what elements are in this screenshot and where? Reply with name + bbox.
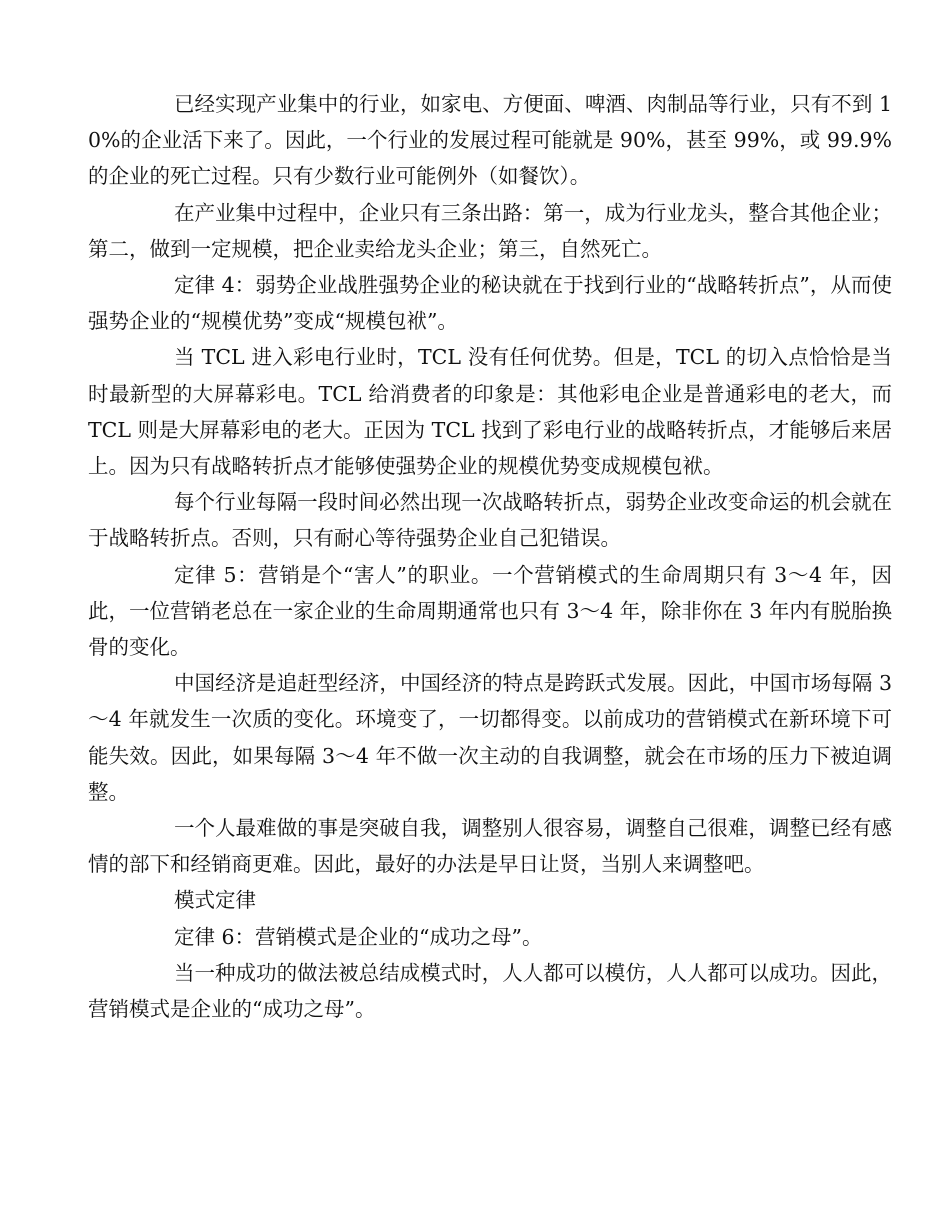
paragraph-china-economy: 中国经济是追赶型经济，中国经济的特点是跨跃式发展。因此，中国市场每隔 3～4 年就发生一次质的变化。环境变了，一切都得变。以前成功的营销模式在新环境下可能失效。因此，如果每隔 3～4 年不做一次主动的自我调整，就会在市场的压力下被迫调整。 [88,671,892,804]
paragraph-turning-point: 每个行业每隔一段时间必然出现一次战略转折点，弱势企业改变命运的机会就在于战略转折点。否则，只有耐心等待强势企业自己犯错误。 [88,490,892,551]
paragraph-law-5: 定律 5：营销是个“害人”的职业。一个营销模式的生命周期只有 3～4 年，因此，一位营销老总在一家企业的生命周期通常也只有 3～4 年，除非你在 3 年内有脱胎换骨的变化。 [88,562,892,660]
section-heading-model-law: 模式定律 [174,888,256,913]
paragraph-industry-concentration: 已经实现产业集中的行业，如家电、方便面、啤酒、肉制品等行业，只有不到 10%的企业活下来了。因此，一个行业的发展过程可能就是 90%，甚至 99%，或 99.9%的企业的死亡过程。只有少数行业可能例外（如餐饮）。 [88,92,892,189]
paragraph-model-mother: 当一种成功的做法被总结成模式时，人人都可以模仿，人人都可以成功。因此，营销模式是企业的“成功之母”。 [88,960,892,1022]
paragraph-law-6: 定律 6：营销模式是企业的“成功之母”。 [174,924,543,949]
paragraph-self-adjustment: 一个人最难做的事是突破自我，调整别人很容易，调整自己很难，调整已经有感情的部下和经销商更难。因此，最好的办法是早日让贤，当别人来调整吧。 [88,816,892,877]
paragraph-three-exits: 在产业集中过程中，企业只有三条出路：第一，成为行业龙头，整合其他企业；第二，做到一定规模，把企业卖给龙头企业；第三，自然死亡。 [88,200,892,261]
paragraph-law-4: 定律 4：弱势企业战胜强势企业的秘诀就在于找到行业的“战略转折点”，从而使强势企业的“规模优势”变成“规模包袱”。 [88,273,892,334]
paragraph-tcl-example: 当 TCL 进入彩电行业时，TCL 没有任何优势。但是，TCL 的切入点恰恰是当时最新型的大屏幕彩电。TCL 给消费者的印象是：其他彩电企业是普通彩电的老大，而 TCL 则是大屏幕彩电的老大。正因为 TCL 找到了彩电行业的战略转折点，才能够后来居上。因为只有战略转折点才能够使强势企业的规模优势变成规模包袱。 [88,345,892,479]
